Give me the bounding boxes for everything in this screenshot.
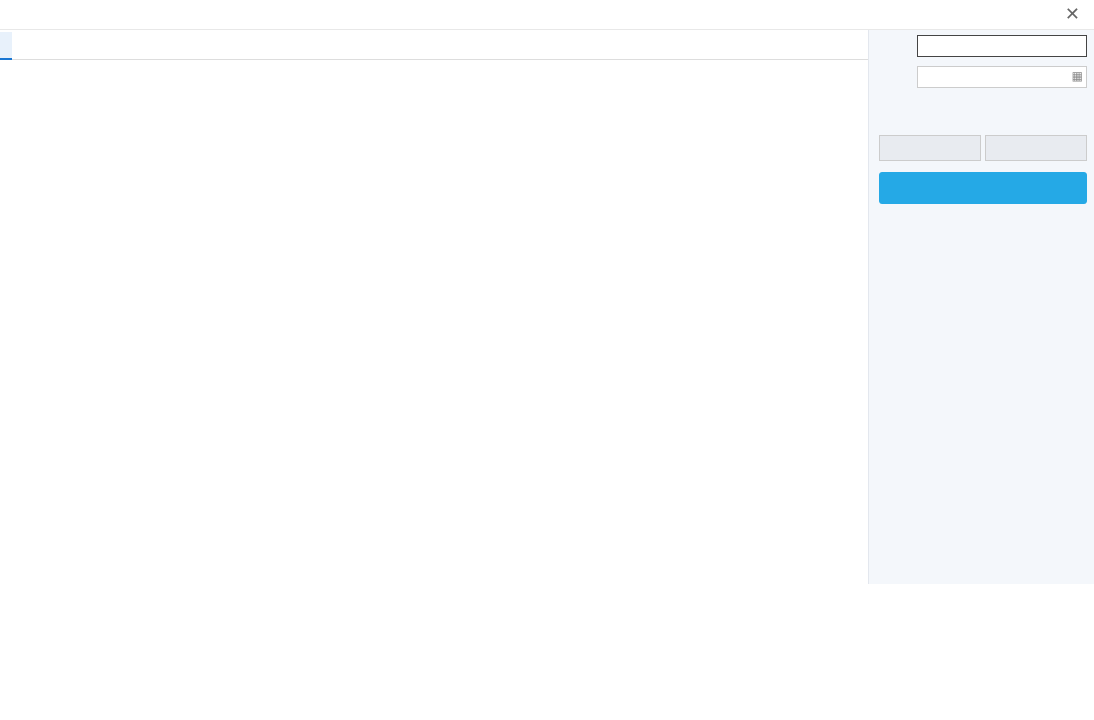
main-panel bbox=[0, 60, 868, 584]
query-button[interactable] bbox=[879, 172, 1087, 204]
prev-24h-button[interactable] bbox=[879, 135, 981, 161]
calendar-icon[interactable]: ▦ bbox=[1071, 69, 1083, 83]
tab-weather-clock[interactable] bbox=[0, 32, 12, 60]
tab-element-timeseries[interactable] bbox=[64, 32, 76, 60]
station-input[interactable] bbox=[917, 35, 1087, 57]
window-titlebar bbox=[0, 0, 1094, 30]
summary-table bbox=[0, 494, 868, 584]
tab-bar bbox=[0, 32, 868, 60]
query-sidebar bbox=[868, 30, 1094, 584]
next-24h-button[interactable] bbox=[985, 135, 1087, 161]
time-input[interactable] bbox=[917, 66, 1087, 88]
close-icon[interactable]: ✕ bbox=[1064, 4, 1080, 25]
